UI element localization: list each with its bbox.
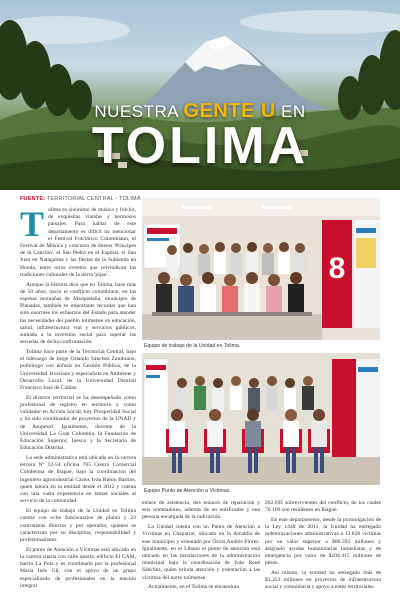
article-paragraph: En este departamento, desde la promulgación de la Ley 1448 de 2011, la Unidad ha entregado indemnizaciones administrativas a 12.828 víctimas por un valor superior a $80.592 millones y asignado ayudas humanitarias inmediatas y de emergencia por valor de $104.415 millones de pesos. [265, 517, 381, 567]
article-paragraph: La Unidad cuenta con un Punto de Atención a Víctimas en Chaparral, ubicado en la Alcaldía de este municipio y orientado por Óscar Andrés Flórez. Igualmente, en el Líbano el punto de atención está ubicado en las instalaciones de la administración municipal bajo la coordinación de Iván René Sánchez, quien brinda atención y orientación a las víctimas del norte tolimense. [142, 524, 260, 581]
article-column-middle [142, 500, 260, 600]
article-paragraph: 202.695 sobrevivientes del conflicto, de los cuales 70.109 son residentes en Ibagué. [265, 500, 381, 514]
article-paragraph: Tolima es sinónimo de música y folclor, de exquisitas viandas y hermosos paisajes. Para hablar de este departamento es difícil no mencionar el Festival Folclórico Colombiano, el Festival de Música y concurso de duetos 'Príncipes de la Canción', el San Pedro en el Espinal, el San Juan en Natagaima y las fiestas de la Subienda en Honda, entre otros eventos que reivindican las tradiciones culturales de la tierra 'pijao'. [20, 207, 136, 278]
article-column-left [20, 207, 136, 599]
banner-number: 8 [328, 252, 346, 285]
victims-attention-team-photo [142, 353, 380, 485]
article-paragraph: Aunque la historia dice que en Tolima, hace más de 50 años, nació el conflicto colombiano, en las espesas montañas de Marquetalia, municipio de Planadas, también es importante recordar que han sido enormes los esfuerzos del Estado para atender las necesidades del pueblo tolimense en educación, salud, infraestructura vial y servicios públicos, sumada a la inversión social para superar las secuelas de dicha confrontación. [20, 281, 136, 346]
article-paragraph: El punto de Atención a Víctimas está ubicado en la carrera cuarta con calle quarta, edificio El CAM, barrio La Pola y es coordinado por la profesional María Inés Gil, con el apoyo de un grupo especializado de profesionales en la tención integral [20, 546, 136, 589]
article-paragraph: El equipo de trabajo de la Unidad en Tolima cuenta con ocho funcionarios de planta y 22 contratistas directos y por operador, quienes se caracterizan por su disciplina, responsabilidad y profesionalismo. [20, 508, 136, 543]
source-label: FUENTE: [20, 196, 46, 202]
article-paragraph: La sede administrativa está ubicada en la carrera tercera Nº 12-54 oficina 705 Centro Comercial Combeima de Ibagué, bajo la coordinación del ingeniero agroindustrial Carlos Iván Rubio Barrios, quien labora en la entidad desde el 2012 y cuenta con una vasta experiencia en temas sociales al servicio de la comunidad. [20, 455, 136, 505]
drop-cap: T [20, 207, 45, 244]
hero-subtitle-accent: GENTE U [183, 100, 276, 122]
photo-caption: Equipo Punto de Atención a Víctimas. [144, 488, 231, 494]
article-paragraph: Actualmente, en el Tolima se encuentran [148, 584, 240, 591]
photo-caption: Equipo de trabajo de la Unidad en Tolima. [144, 343, 241, 349]
hero-subtitle: NUESTRA GENTE U EN [94, 100, 306, 122]
hero-banner [0, 0, 400, 190]
article-paragraph: El director territorial se ha desempeñado como profesional de registro en territorio y como validador en Acción Social, hoy Prosperidad Social y ha sido coordinador de proyectos de la UNAD y de Asopesol. Igualmente, docente de la Universidad La Gran Colombia, la Fundación de Educación Superior, Inesco y la Secretaría de Educación Distrital. [20, 394, 136, 452]
source-value: TERRITORIAL CENTRAL - TOLIMA [46, 196, 141, 202]
article-paragraph: enlace de asistencia, dos enlaces de reparación y seis orientadores, además de un notificador y una persona encargada de la radicación. [142, 500, 260, 521]
team-photo [142, 198, 380, 340]
article-paragraph: Tolima hace parte de la Territorial Central, bajo el liderazgo de Jorge Orlando Sánchez Zambrano, politólogo con énfasis en Gestión Pública, de la Universidad Javeriana y especialista en Ambiente y Desarrollo Local, de la Universidad Distrital Francisco José de Caldas. [20, 349, 136, 392]
source-line [20, 196, 141, 202]
article-paragraph: Así mismo, la entidad ha entregado más de $1.253 millones en proyectos de infraestructura social y comunitaria y apoyo a entes territoriales. [265, 570, 381, 591]
article-column-right [265, 500, 381, 600]
hero-title: TOLIMA [91, 117, 309, 175]
